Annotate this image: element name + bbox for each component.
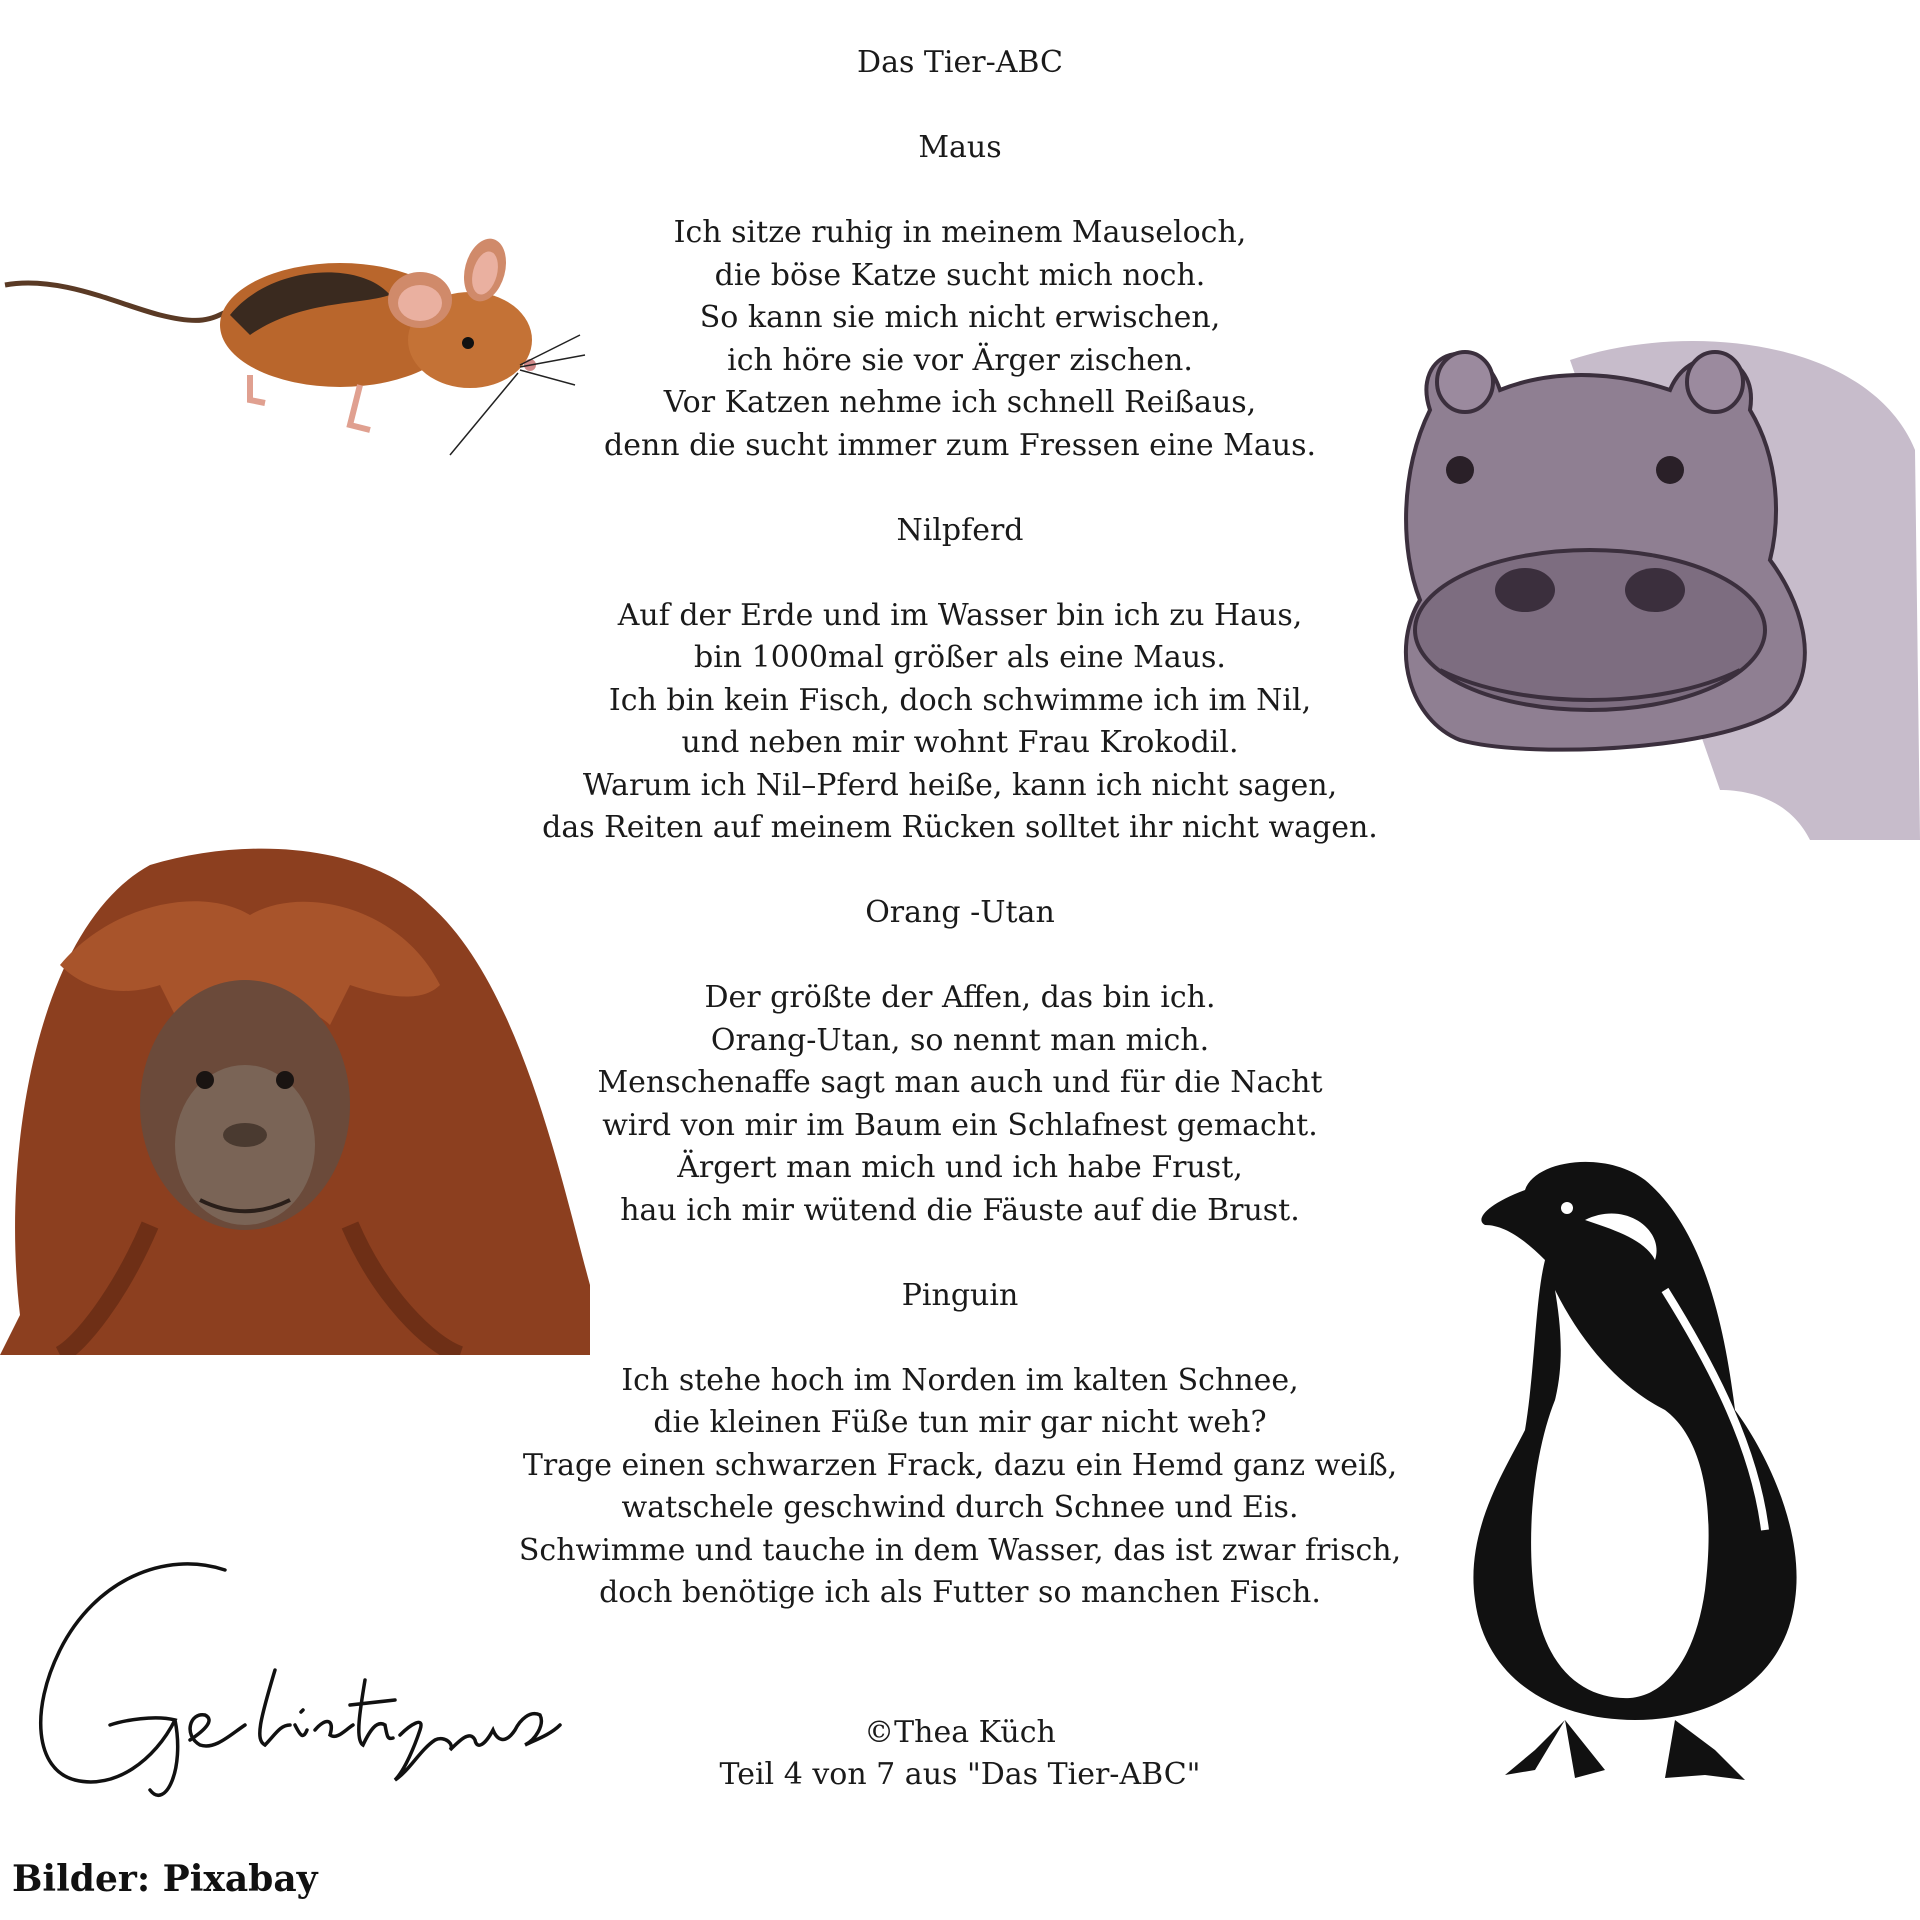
poem-line: wird von mir im Baum ein Schlafnest gemacht.: [602, 1107, 1318, 1143]
poem-line: Der größte der Affen, das bin ich.: [704, 980, 1216, 1015]
poem-line: das Reiten auf meinem Rücken solltet ihr nicht wagen.: [542, 810, 1378, 845]
stanza-heading-pinguin: Pinguin: [901, 1277, 1019, 1313]
orangutan-illustration: [0, 845, 600, 1355]
stanza-heading-nilpferd: Nilpferd: [896, 512, 1024, 548]
poem-line: Ärgert man mich und ich habe Frust,: [677, 1150, 1243, 1185]
author-name: ©Thea Küch: [864, 1715, 1056, 1750]
poem-title: Das Tier-ABC: [857, 45, 1063, 80]
poem-line: Warum ich Nil–Pferd heiße, kann ich nicht sagen,: [582, 767, 1338, 803]
hippo-illustration: [1370, 320, 1920, 840]
poem-line: Auf der Erde und im Wasser bin ich zu Haus,: [617, 597, 1303, 633]
stanza-heading-maus: Maus: [918, 130, 1002, 165]
poem-line: Trage einen schwarzen Frack, dazu ein Hemd ganz weiß,: [522, 1447, 1398, 1483]
author-credit: [620, 1712, 1300, 1796]
poem-line: So kann sie mich nicht erwischen,: [699, 300, 1221, 335]
poem-line: Vor Katzen nehme ich schnell Reißaus,: [663, 385, 1257, 420]
signature-gedichtezauber: [15, 1540, 575, 1810]
pictures-credit: Bilder: Pixabay: [12, 1858, 318, 1900]
stanza-heading-orang-utan: Orang -Utan: [865, 895, 1055, 930]
series-info: Teil 4 von 7 aus "Das Tier-ABC": [719, 1757, 1201, 1792]
poem-line: bin 1000mal größer als eine Maus.: [694, 640, 1226, 675]
poem-line: denn die sucht immer zum Fressen eine Maus.: [603, 427, 1317, 463]
mouse-illustration: [0, 225, 590, 465]
poem-line: und neben mir wohnt Frau Krokodil.: [681, 725, 1239, 760]
poem-line: die kleinen Füße tun mir gar nicht weh?: [653, 1405, 1267, 1440]
poem-line: die böse Katze sucht mich noch.: [714, 257, 1206, 293]
poem-line: hau ich mir wütend die Fäuste auf die Brust.: [620, 1192, 1300, 1228]
poem-line: ich höre sie vor Ärger zischen.: [727, 342, 1193, 378]
poem-line: Ich bin kein Fisch, doch schwimme ich im Nil,: [608, 682, 1312, 718]
poem-line: Schwimme und tauche in dem Wasser, das ist zwar frisch,: [518, 1532, 1402, 1568]
poem-line: watschele geschwind durch Schnee und Eis.: [621, 1490, 1299, 1525]
penguin-illustration: [1465, 1150, 1805, 1790]
poem-line: Orang-Utan, so nennt man mich.: [710, 1022, 1210, 1058]
poem-line: Ich sitze ruhig in meinem Mauseloch,: [673, 215, 1247, 250]
poem-line: Menschenaffe sagt man auch und für die Nacht: [597, 1065, 1323, 1100]
poem-line: doch benötige ich als Futter so manchen Fisch.: [599, 1575, 1321, 1610]
poem: [460, 42, 1460, 1615]
poem-line: Ich stehe hoch im Norden im kalten Schnee,: [621, 1362, 1299, 1398]
